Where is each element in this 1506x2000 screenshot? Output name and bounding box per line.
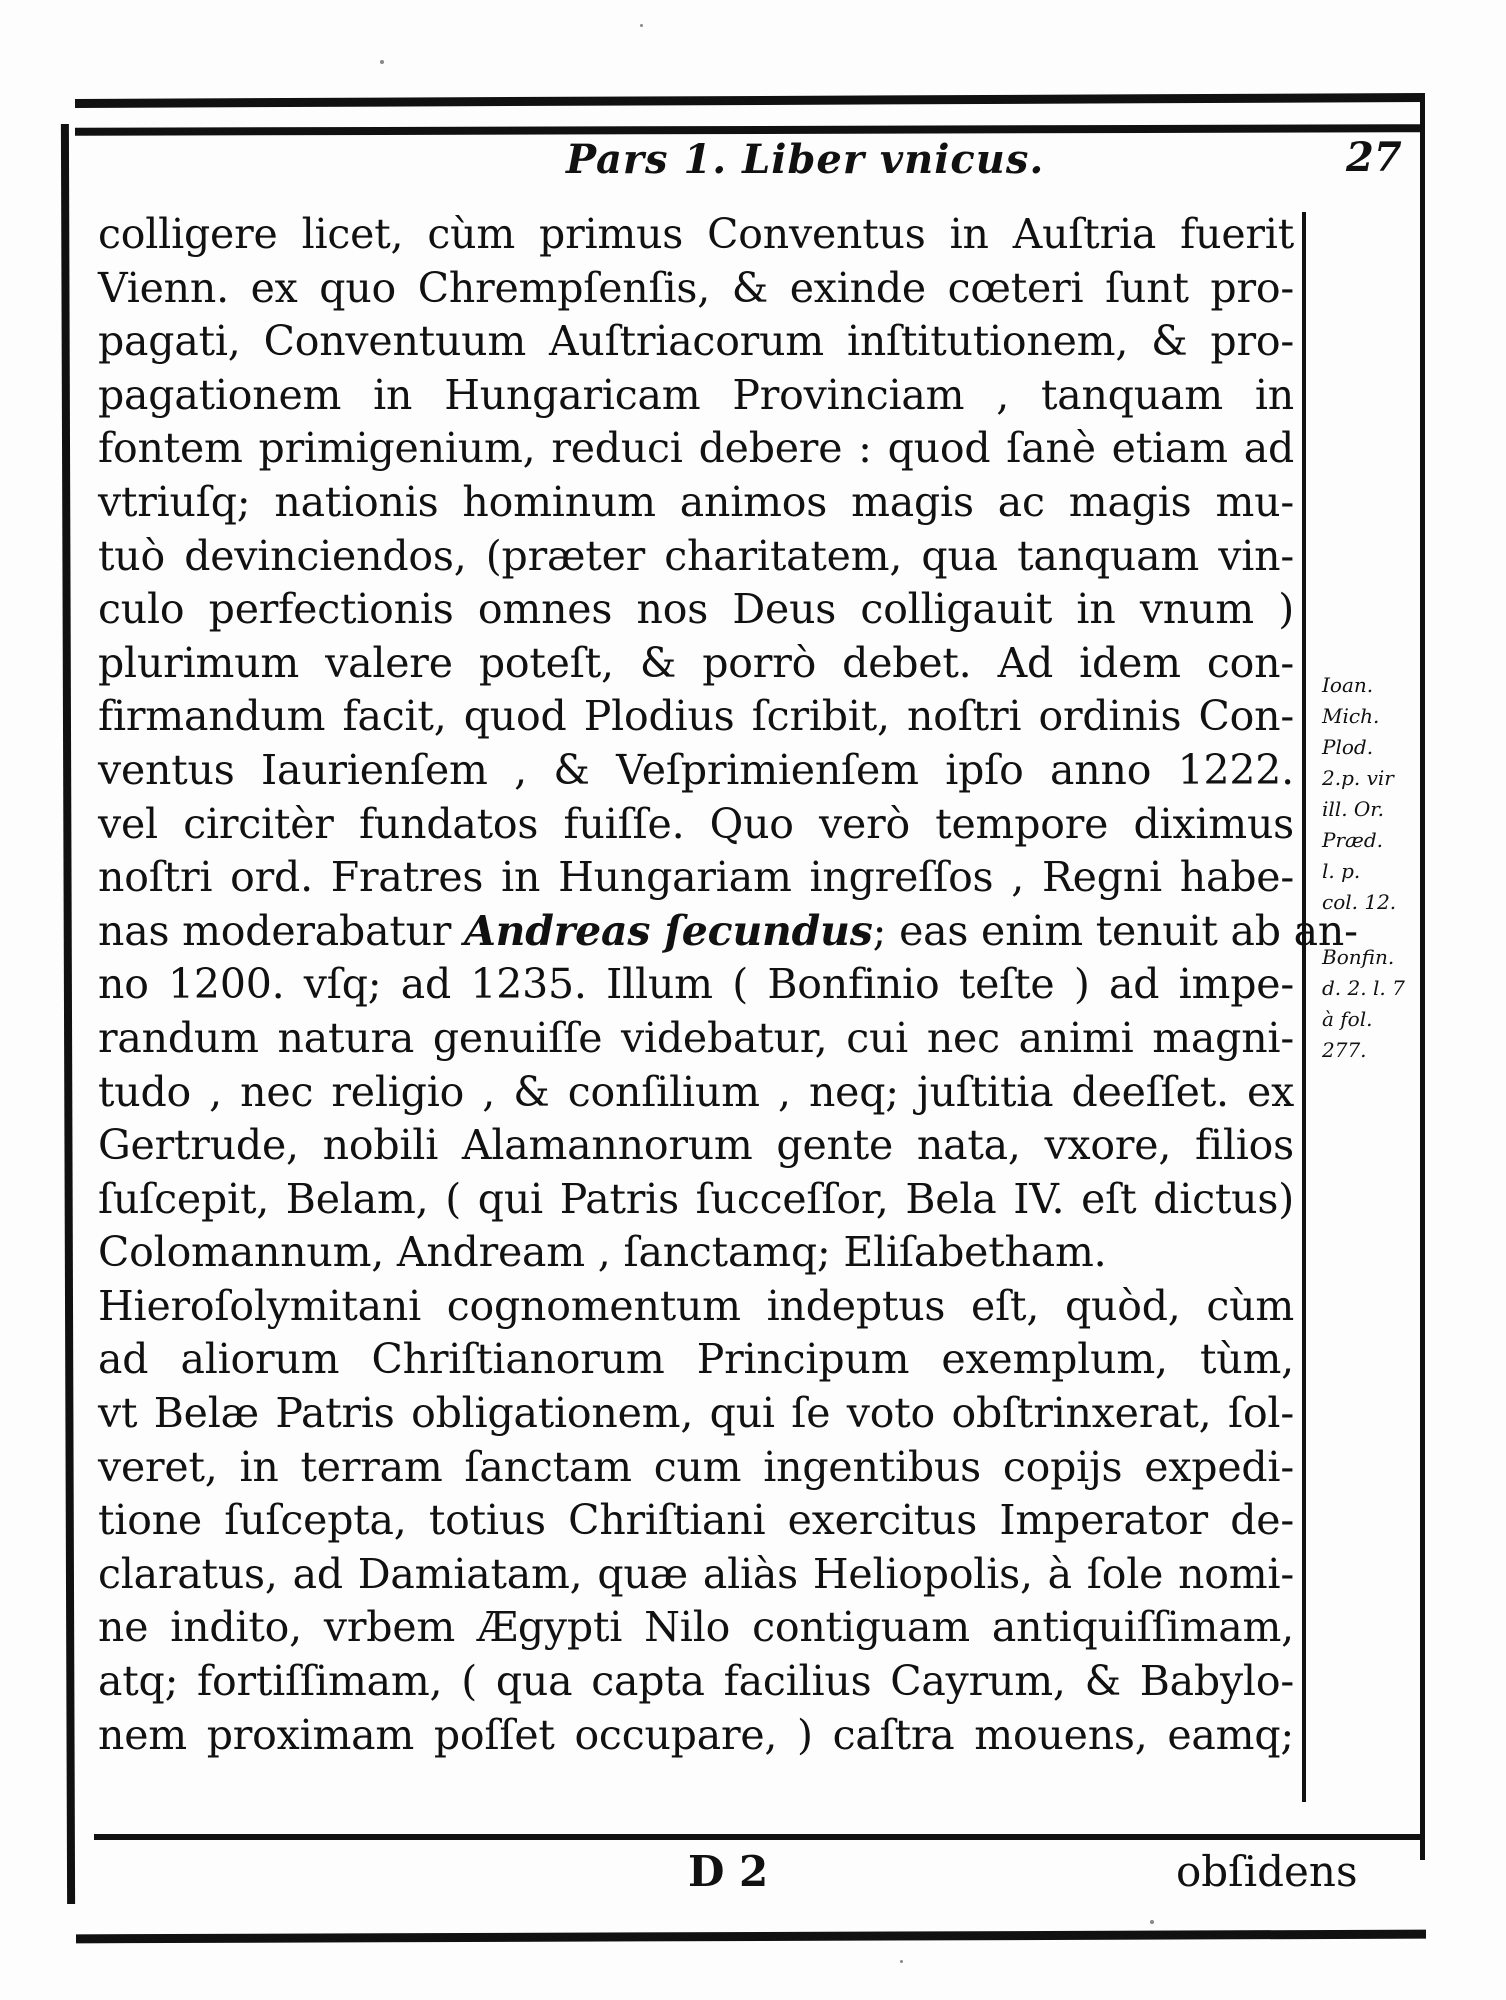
print-speck — [900, 1960, 903, 1963]
signature-mark: D 2 — [688, 1847, 769, 1896]
print-speck — [640, 24, 643, 27]
running-head: Pars 1. Liber vnicus. — [566, 136, 1045, 183]
text-line: nem proximam poſſet occupare, ) caſtra mouens, eamq; — [98, 1710, 1294, 1759]
bottom-inner-rule — [94, 1834, 1424, 1840]
print-speck — [1150, 1920, 1154, 1924]
page-number: 27 — [1346, 134, 1402, 181]
text-line: fontem primigenium, reduci debere : quod ſanè etiam ad — [98, 424, 1294, 473]
margin-note-line: l. p. — [1322, 859, 1361, 883]
text-line: no 1200. vſq; ad 1235. Illum ( Bonfinio teſte ) ad impe- — [98, 960, 1294, 1009]
text-line: tuò devinciendos, (præter charitatem, qua tanquam vin- — [98, 531, 1294, 580]
text-line: ſuſcepit, Belam, ( qui Patris ſucceſſor, Bela IV. eſt dictus) — [98, 1174, 1294, 1223]
text-line: Colomannum, Andream , ſanctamq; Eliſabetham. — [98, 1228, 1107, 1277]
text-line: tudo , nec religio , & conſilium , neq; juſtitia deeſſet. ex — [98, 1067, 1294, 1116]
text-line: vel circitèr fundatos fuiſſe. Quo verò tempore diximus — [98, 799, 1294, 848]
text-line: pagationem in Hungaricam Provinciam , tanquam in — [98, 370, 1294, 419]
text-line: Gertrude, nobili Alamannorum gente nata, vxore, filios — [98, 1121, 1294, 1170]
page-footer — [96, 1845, 1420, 1915]
text-line: colligere licet, cùm primus Conventus in Auſtria fuerit — [98, 210, 1294, 258]
top-outer-rule — [75, 93, 1425, 108]
text-line: veret, in terram ſanctam cum ingentibus copijs expedi- — [98, 1442, 1294, 1491]
margin-note-line: Præd. — [1322, 828, 1383, 852]
margin-note-line: Plod. — [1322, 735, 1374, 759]
left-frame-rule — [61, 124, 75, 1904]
text-line: tione ſuſcepta, totius Chriſtiani exercitus Imperator de- — [98, 1496, 1294, 1545]
catchword: obſidens — [1176, 1847, 1358, 1896]
text-line: culo perfectionis omnes nos Deus colligauit in vnum ) — [98, 585, 1294, 634]
text-line: ventus Iaurienſem , & Veſprimienſem ipſo anno 1222. — [98, 745, 1294, 794]
margin-note-line: ill. Or. — [1322, 797, 1385, 821]
margin-note-line: à fol. — [1322, 1007, 1373, 1031]
text-segment: nas moderabatur — [98, 906, 452, 955]
text-line: firmandum facit, quod Plodius ſcribit, noſtri ordinis Con- — [98, 692, 1294, 741]
text-line: atq; fortiſſimam, ( qua capta facilius Cayrum, & Babylo- — [98, 1657, 1294, 1706]
margin-note-line: Bonfin. — [1322, 945, 1395, 969]
text-line: pagati, Conventuum Auſtriacorum inſtitutionem, & pro- — [98, 317, 1294, 366]
text-line: plurimum valere poteſt, & porrò debet. Ad idem con- — [98, 638, 1294, 687]
text-line-with-italic — [98, 905, 1358, 959]
text-line: noſtri ord. Fratres in Hungariam ingreſſos , Regni habe- — [98, 853, 1294, 902]
margin-note-line: d. 2. l. 7 — [1322, 976, 1405, 1000]
text-segment: ; eas enim tenuit ab an- — [872, 906, 1358, 955]
text-line: ne indito, vrbem Ægypti Nilo contiguam antiquiſſimam, — [98, 1603, 1294, 1652]
margin-note-line: Mich. — [1322, 704, 1380, 728]
text-line: Vienn. ex quo Chrempſenſis, & exinde cœteri ſunt pro- — [98, 263, 1294, 312]
margin-note-line: Ioan. — [1322, 673, 1374, 697]
text-line: ad aliorum Chriſtianorum Principum exemplum, tùm, — [98, 1335, 1294, 1384]
text-line: Hieroſolymitani cognomentum indeptus eſt, quòd, cùm — [98, 1281, 1294, 1330]
margin-notes — [1322, 670, 1422, 1066]
text-line: randum natura genuiſſe videbatur, cui nec animi magni- — [98, 1013, 1294, 1062]
bottom-outer-rule — [76, 1930, 1426, 1944]
margin-note-line: 277. — [1322, 1038, 1367, 1062]
text-line: claratus, ad Damiatam, quæ aliàs Heliopolis, à ſole nomi- — [98, 1549, 1294, 1598]
page-header — [96, 134, 1420, 204]
print-speck — [380, 60, 384, 64]
margin-column-rule — [1302, 212, 1306, 1802]
text-line: vtriuſq; nationis hominum animos magis ac magis mu- — [98, 477, 1294, 526]
margin-note-line: 2.p. vir — [1322, 766, 1394, 790]
italic-name: Andreas ſecundus — [464, 906, 873, 955]
text-line: vt Belæ Patris obligationem, qui ſe voto obſtrinxerat, ſol- — [98, 1389, 1294, 1438]
margin-note-line: col. 12. — [1322, 890, 1397, 914]
